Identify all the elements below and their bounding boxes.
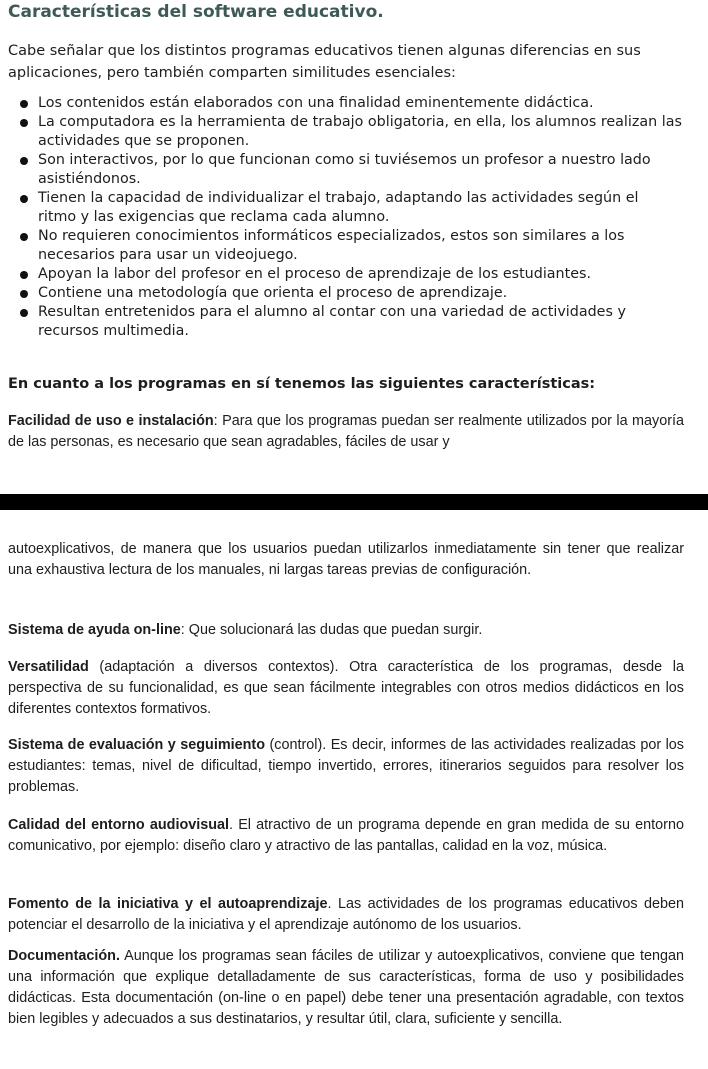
term-versatilidad: Versatilidad (8, 659, 89, 675)
paragraph-calidad (8, 815, 684, 857)
list-item: Tienen la capacidad de individualizar el trabajo, adaptando las actividades según el ritmo y las exigencias que reclama cada alumno. (20, 189, 700, 227)
paragraph-text: : Que solucionará las dudas que puedan surgir. (180, 622, 483, 638)
intro-paragraph: Cabe señalar que los distintos programas educativos tienen algunas diferencias en sus aplicaciones, pero también comparten similitudes esenciales: (8, 43, 641, 81)
list-item: Apoyan la labor del profesor en el proceso de aprendizaje de los estudiantes. (20, 265, 700, 284)
paragraph-text: (adaptación a diversos contextos). Otra característica de los programas, desde la perspectiva de su funcionalidad, es que sean fácilmente integrables con otros medios didácticos en los diferentes contextos formativos. (8, 659, 684, 717)
paragraph-facilidad-continued: autoexplicativos, de manera que los usuarios puedan utilizarlos inmediatamente sin tener que realizar una exhaustiva lectura de los manuales, ni largas tareas previas de configuración. (8, 541, 684, 578)
list-item: La computadora es la herramienta de trabajo obligatoria, en ella, los alumnos realizan las actividades que se proponen. (20, 113, 700, 151)
paragraph-evaluacion (8, 735, 684, 798)
list-item: Los contenidos están elaborados con una finalidad eminentemente didáctica. (20, 94, 700, 113)
paragraph-text: . Las actividades de los programas educativos deben potenciar el desarrollo de la iniciativa y el aprendizaje autónomo de los usuarios. (8, 896, 684, 933)
paragraph-ayuda (8, 620, 684, 641)
document-page-bottom (0, 510, 708, 1069)
document-page-top (0, 0, 708, 494)
paragraph-text: . El atractivo de un programa depende en gran medida de su entorno comunicativo, por ejemplo: diseño claro y atractivo de las pantallas, calidad en la voz, música. (8, 817, 684, 854)
paragraph-text: (control). Es decir, informes de las actividades realizadas por los estudiantes: temas, nivel de dificultad, tiempo invertido, errores, itinerarios seguidos para resolver los problemas. (8, 737, 684, 795)
page-title: Características del software educativo. (8, 2, 384, 22)
paragraph-text: : Para que los programas puedan ser realmente utilizados por la mayoría de las personas, es necesario que sean agradables, fáciles de usar y (8, 413, 685, 450)
features-list (20, 94, 700, 341)
term-evaluacion: Sistema de evaluación y seguimiento (8, 737, 265, 753)
paragraph-versatilidad (8, 657, 684, 720)
paragraph-documentacion (8, 946, 684, 1030)
term-ayuda: Sistema de ayuda on-line (8, 622, 181, 638)
list-item: Resultan entretenidos para el alumno al contar con una variedad de actividades y recursos multimedia. (20, 303, 700, 341)
paragraph-text: Aunque los programas sean fáciles de utilizar y autoexplicativos, conviene que tengan una información que explique detalladamente de sus características, forma de uso y posibilidades didácticas. Esta documentación (on-line o en papel) debe tener una presentación agradable, con textos bien legibles y adecuados a sus destinatarios, y resultar útil, clara, suficiente y sencilla. (8, 948, 684, 1027)
list-item: Contiene una metodología que orienta el proceso de aprendizaje. (20, 284, 700, 303)
page-divider-band (0, 494, 708, 510)
list-item: No requieren conocimientos informáticos especializados, estos son similares a los necesarios para usar un videojuego. (20, 227, 700, 265)
term-fomento: Fomento de la iniciativa y el autoaprendizaje (8, 896, 328, 912)
list-item: Son interactivos, por lo que funcionan como si tuviésemos un profesor a nuestro lado asistiéndonos. (20, 151, 700, 189)
term-facilidad: Facilidad de uso e instalación (8, 413, 214, 429)
paragraph-fomento (8, 894, 684, 936)
paragraph-facilidad (8, 411, 684, 453)
term-calidad: Calidad del entorno audiovisual (8, 817, 230, 833)
term-documentacion: Documentación. (8, 948, 120, 964)
section-heading: En cuanto a los programas en sí tenemos las siguientes características: (8, 376, 596, 392)
